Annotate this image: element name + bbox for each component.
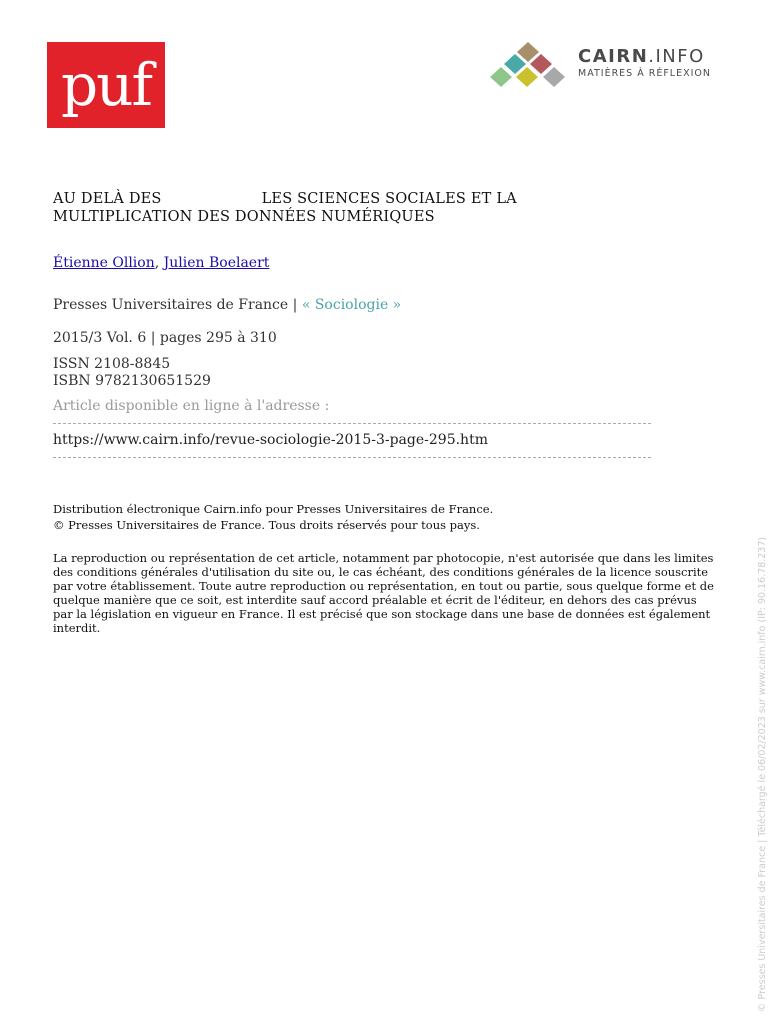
author-link-1[interactable]: Étienne Ollion [53,255,155,271]
diamond-green [490,67,512,87]
distribution-notice [53,501,493,533]
authors-line: Étienne Ollion, Julien Boelaert [53,255,270,271]
divider-bottom [53,457,651,458]
isbn: ISBN 9782130651529 [53,373,211,389]
cairn-brand-name: CAIRN.INFO [578,46,705,67]
diamond-grey [543,67,565,87]
download-watermark: © Presses Universitaires de France | Téléchargé le 06/02/2023 sur www.cairn.info (IP: 90.16.78.237) [757,536,768,1012]
copyright-line: © Presses Universitaires de France. Tous droits réservés pour tous pays. [53,518,480,532]
legal-notice: La reproduction ou représentation de cet article, notamment par photocopie, n'est autorisée que dans les limites des conditions générales d'utilisation du site ou, le cas échéant, des conditions générales de la licence souscrite par votre établissement. Toute autre reproduction ou représentation, en tout ou partie, sous quelque forme et de quelque manière que ce soit, est interdite sauf accord préalable et écrit de l'éditeur, en dehors des cas prévus par la législation en vigueur en France. Il est précisé que son stockage dans une base de données est également interdit. [53,551,714,635]
cairn-diamonds-icon [488,40,570,92]
volume-pages: 2015/3 Vol. 6 | pages 295 à 310 [53,330,277,346]
article-url[interactable]: https://www.cairn.info/revue-sociologie-2015-3-page-295.htm [53,432,488,448]
availability-label: Article disponible en ligne à l'adresse : [53,398,330,414]
puf-logo [47,42,165,128]
puf-logo-text: puf [61,51,151,119]
publisher-name: Presses Universitaires de France | [53,297,302,313]
cairn-logo[interactable] [488,40,728,92]
author-link-2[interactable]: Julien Boelaert [163,255,270,271]
publisher-line [53,297,401,313]
distribution-line-1: Distribution électronique Cairn.info pour Presses Universitaires de France. [53,502,494,516]
divider-top [53,423,651,424]
article-title: AU DELÀ DES LES SCIENCES SOCIALES ET LA MULTIPLICATION DES DONNÉES NUMÉRIQUES [53,191,517,225]
series-link[interactable]: « Sociologie » [301,297,402,313]
issn: ISSN 2108-8845 [53,356,171,372]
cairn-tagline: MATIÈRES À RÉFLEXION [578,68,711,79]
